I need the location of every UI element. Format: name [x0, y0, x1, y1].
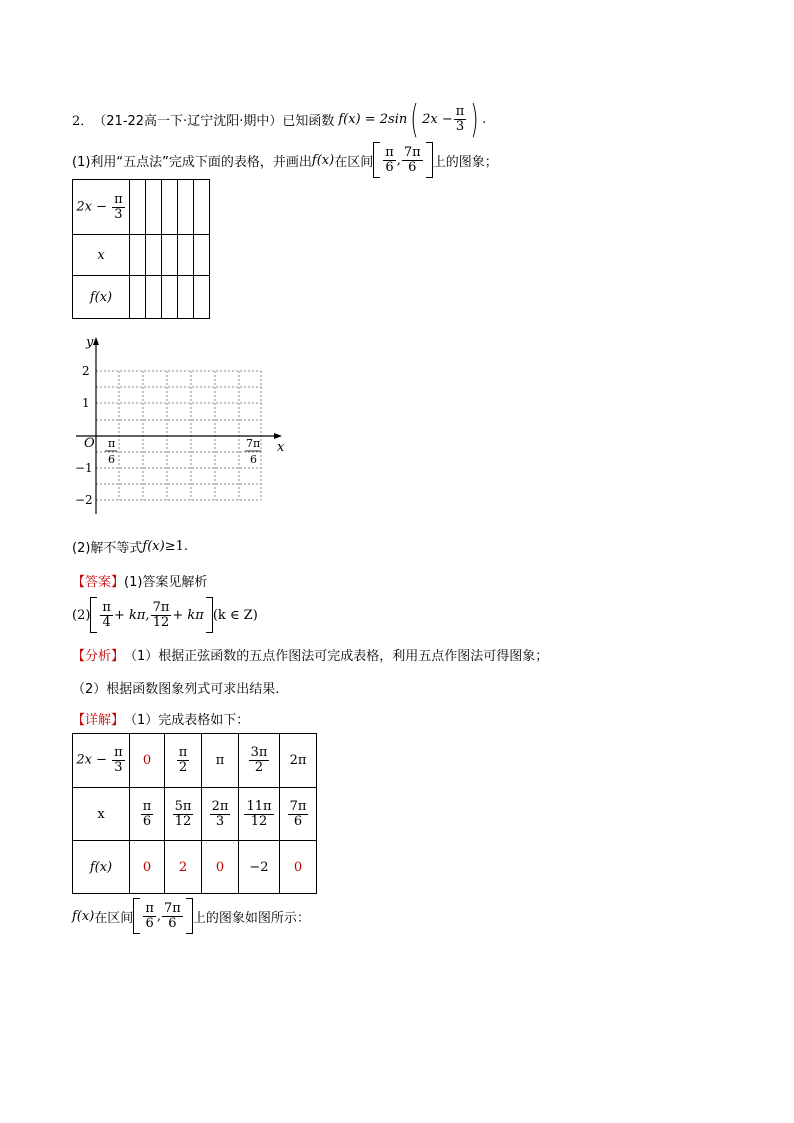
- filled-row-label: 2x − $\frac{\pi}{3}$: [73, 734, 130, 788]
- problem-stem: 已知函数: [282, 113, 335, 129]
- blank-cell: [130, 180, 146, 235]
- x-tick-left-den: 6: [108, 453, 115, 466]
- blank-cell: [130, 276, 146, 319]
- x-tick-right-den: 6: [250, 453, 257, 466]
- table-cell: $\frac{3\pi}{2}$: [239, 734, 280, 788]
- blank-table: [72, 179, 210, 319]
- origin-label: O: [84, 436, 95, 451]
- blank-cell: [130, 235, 146, 276]
- filled-row-label: x: [73, 788, 130, 841]
- blank-cell: [146, 180, 162, 235]
- part1-question: (1)利用“五点法”完成下面的表格，并画出 f(x) 在区间 $\frac{\pi}{6}$ , $\frac{7\pi}{6}$ 上的图象；: [72, 142, 498, 178]
- blank-cell: [194, 276, 210, 319]
- blank-row-label: 2x − $\frac{\pi}{3}$: [73, 180, 130, 235]
- blank-graph: [72, 334, 292, 524]
- blank-cell: [162, 235, 178, 276]
- answer-tag: 【答案】: [72, 575, 125, 590]
- blank-cell: [194, 235, 210, 276]
- table-cell: $\frac{7\pi}{6}$: [280, 788, 317, 841]
- blank-cell: [194, 180, 210, 235]
- y-tick: 1: [82, 396, 90, 410]
- table-cell: 0: [130, 841, 165, 894]
- blank-cell: [162, 276, 178, 319]
- answer-line-1: 【答案】 (1)答案见解析: [72, 571, 207, 590]
- function-arg: 2x −: [422, 111, 453, 127]
- table-cell: 0: [280, 841, 317, 894]
- filled-table: [72, 733, 317, 894]
- blank-cell: [146, 235, 162, 276]
- x-tick-right-num: 7π: [246, 437, 261, 450]
- y-tick: 2: [82, 364, 90, 378]
- blank-cell: [178, 276, 194, 319]
- final-line: f(x) 在区间 $\frac{\pi}{6}$ , $\frac{7\pi}{6}$ 上的图象如图所示：: [72, 898, 310, 934]
- table-cell: $\frac{\pi}{2}$: [165, 734, 202, 788]
- blank-row-label: x: [73, 235, 130, 276]
- y-tick: −2: [75, 493, 93, 507]
- analysis-tag: 【分析】: [72, 649, 125, 664]
- answer-line-2: (2) $\frac{\pi}{4}$ + kπ, $\frac{7\pi}{12}$ + kπ (k ∈ Z): [72, 597, 258, 633]
- analysis-line-1: 【分析】 （1）根据正弦函数的五点作图法可完成表格，利用五点作图法可得图象；: [72, 645, 548, 664]
- bracket-left: [373, 142, 380, 178]
- blank-cell: [178, 235, 194, 276]
- detail-line-1: 【详解】 （1）完成表格如下：: [72, 709, 249, 728]
- x-tick-left-num: π: [108, 437, 116, 450]
- blank-row-label: f(x): [73, 276, 130, 319]
- table-cell: 2π: [280, 734, 317, 788]
- bracket-right: [426, 142, 433, 178]
- part2-question: (2)解不等式 f(x) ≥1.: [72, 539, 189, 556]
- table-cell: $\frac{5\pi}{12}$: [165, 788, 202, 841]
- paren-left: (: [410, 97, 419, 141]
- blank-cell: [162, 180, 178, 235]
- blank-cell: [146, 276, 162, 319]
- paren-right: ): [470, 97, 479, 141]
- table-cell: 0: [202, 841, 239, 894]
- table-cell: $\frac{2\pi}{3}$: [202, 788, 239, 841]
- x-axis-arrow: [274, 433, 282, 439]
- y-axis-label: y: [86, 335, 94, 350]
- problem-source: （21-22高一下·辽宁沈阳·期中）: [93, 113, 283, 129]
- x-axis-label: x: [277, 440, 285, 455]
- problem-number: 2．: [72, 113, 94, 129]
- table-cell: −2: [239, 841, 280, 894]
- analysis-line-2: （2）根据函数图象列式可求出结果.: [72, 682, 280, 697]
- table-cell: π: [202, 734, 239, 788]
- table-cell: 0: [130, 734, 165, 788]
- y-axis-arrow: [93, 337, 99, 345]
- function-def: f(x) = 2sin: [338, 111, 408, 127]
- table-cell: 2: [165, 841, 202, 894]
- detail-tag: 【详解】: [72, 713, 125, 728]
- pi-over-3: $\frac{\pi}{3}$: [455, 103, 465, 134]
- table-cell: $\frac{\pi}{6}$: [130, 788, 165, 841]
- y-tick: −1: [75, 461, 93, 475]
- table-cell: $\frac{11\pi}{12}$: [239, 788, 280, 841]
- problem-statement: 2． （21-22高一下·辽宁沈阳·期中） 已知函数 f(x) = 2sin ( 2x − $\frac{\pi}{3}$ ) .: [72, 97, 487, 141]
- blank-cell: [178, 180, 194, 235]
- filled-row-label: f(x): [73, 841, 130, 894]
